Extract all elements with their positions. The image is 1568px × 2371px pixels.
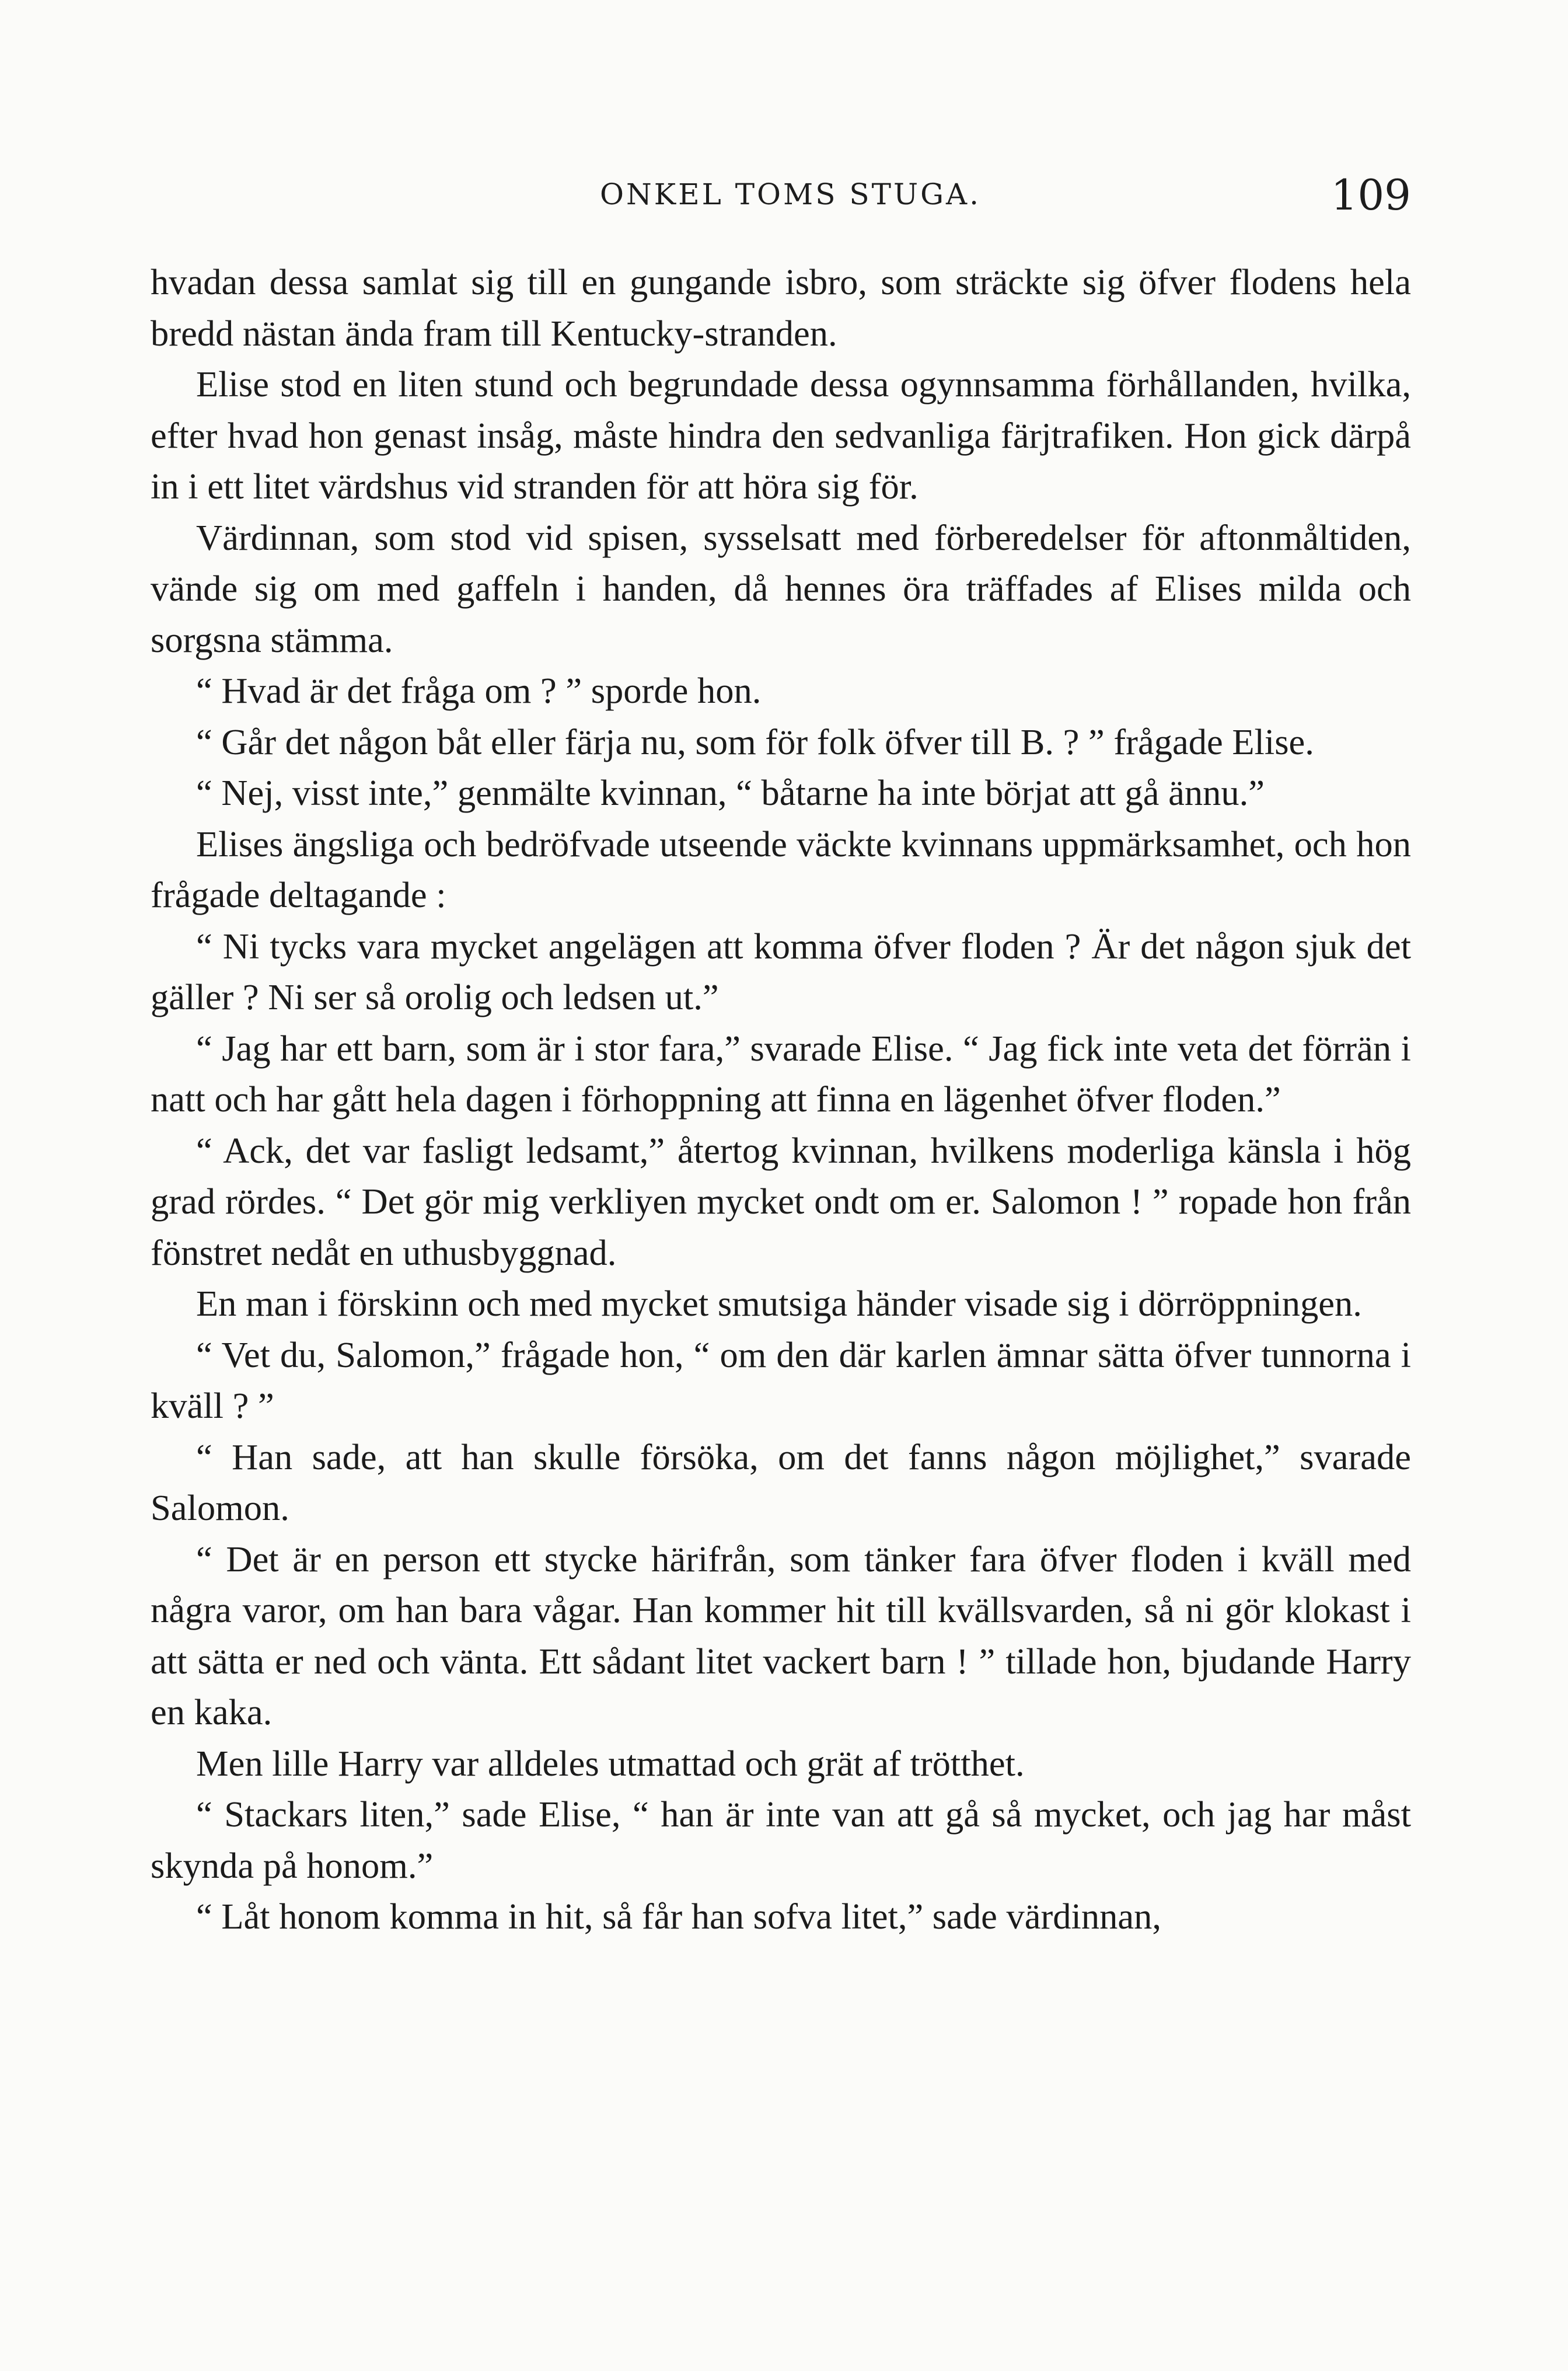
paragraph: “ Stackars liten,” sade Elise, “ han är inte van att gå så mycket, och jag har måst skynda på honom.”	[151, 1794, 1411, 1886]
page-header	[151, 170, 1411, 223]
paragraph: “ Hvad är det fråga om ? ” sporde hon.	[196, 670, 762, 711]
running-title: ONKEL TOMS STUGA.	[600, 177, 982, 211]
paragraph: “ Nej, visst inte,” genmälte kvinnan, “ båtarne ha inte börjat att gå ännu.”	[196, 772, 1265, 813]
paragraph: hvadan dessa samlat sig till en gungande isbro, som sträckte sig öfver flodens hela bredd nästan ända fram till Kentucky-stranden.	[151, 261, 1411, 354]
paragraph: “ Ack, det var fasligt ledsamt,” återtog kvinnan, hvilkens moderliga känsla i hög grad rördes. “ Det gör mig verkliyen mycket ondt om er. Salomon ! ” ropade hon från fönstret nedåt en uthusbyggnad.	[151, 1129, 1411, 1273]
paragraph: Värdinnan, som stod vid spisen, sysselsatt med förberedelser för aftonmåltiden, vände sig om med gaffeln i handen, då hennes öra träffades af Elises milda och sorgsna stämma.	[151, 517, 1411, 660]
paragraph: Elises ängsliga och bedröfvade utseende väckte kvinnans uppmärksamhet, och hon frågade deltagande :	[151, 823, 1411, 915]
paragraph: “ Han sade, att han skulle försöka, om det fanns någon möjlighet,” svarade Salomon.	[151, 1436, 1411, 1528]
paragraph: “ Ni tycks vara mycket angelägen att komma öfver floden ? Är det någon sjuk det gäller ? Ni ser så orolig och ledsen ut.”	[151, 925, 1411, 1017]
paragraph: “ Jag har ett barn, som är i stor fara,” svarade Elise. “ Jag fick inte veta det förrän i natt och har gått hela dagen i förhoppning att finna en lägenhet öfver floden.”	[151, 1027, 1411, 1120]
paragraph: “ Låt honom komma in hit, så får han sofva litet,” sade värdinnan,	[196, 1896, 1162, 1937]
paragraph: Men lille Harry var alldeles utmattad och grät af trötthet.	[196, 1742, 1025, 1784]
paragraph: “ Vet du, Salomon,” frågade hon, “ om den där karlen ämnar sätta öfver tunnorna i kväll ? ”	[151, 1334, 1411, 1426]
page-number: 109	[1330, 170, 1411, 219]
paragraph: Elise stod en liten stund och begrundade dessa ogynnsamma förhållanden, hvilka, efter hvad hon genast insåg, måste hindra den sedvanliga färjtrafiken. Hon gick därpå in i ett litet värdshus vid stranden för att höra sig för.	[151, 364, 1411, 507]
paragraph: “ Det är en person ett stycke härifrån, som tänker fara öfver floden i kväll med några varor, om han bara vågar. Han kommer hit till kvällsvarden, så ni gör klokast i att sätta er ned och vänta. Ett sådant litet vackert barn ! ” tillade hon, bjudande Harry en kaka.	[151, 1538, 1411, 1732]
body-text	[151, 257, 1411, 1943]
paragraph: “ Går det någon båt eller färja nu, som för folk öfver till B. ? ” frågade Elise.	[196, 721, 1314, 762]
paragraph: En man i förskinn och med mycket smutsiga händer visade sig i dörröppningen.	[196, 1283, 1362, 1324]
